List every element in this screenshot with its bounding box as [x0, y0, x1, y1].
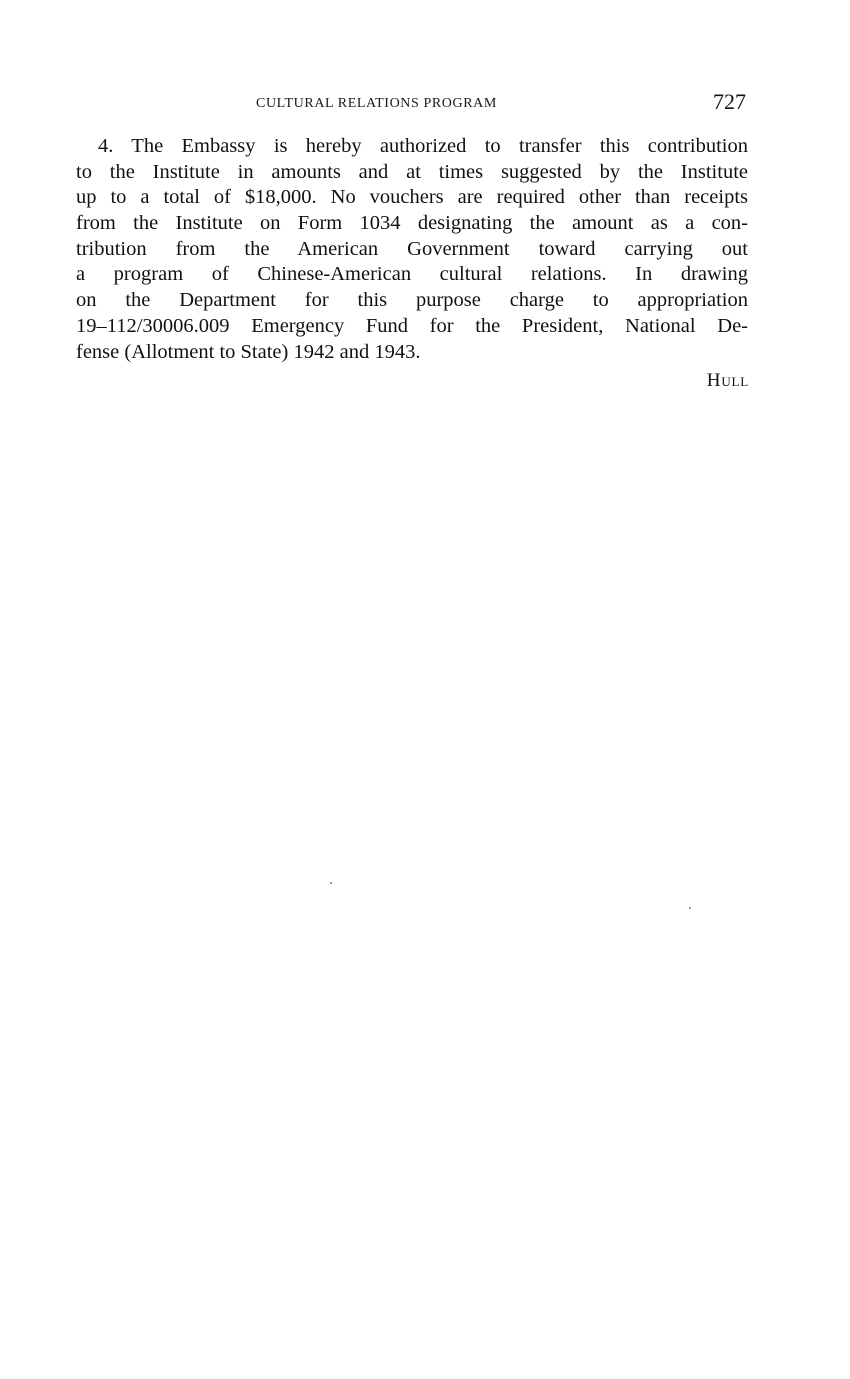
- scan-speck: [689, 907, 691, 909]
- paragraph-line: on the Department for this purpose charge to appropriation: [76, 289, 748, 312]
- paragraph-line: fense (Allotment to State) 1942 and 1943.: [76, 340, 421, 363]
- paragraph-line: 19–112/30006.009 Emergency Fund for the President, National De-: [76, 314, 748, 337]
- running-head-title: CULTURAL RELATIONS PROGRAM: [256, 96, 497, 111]
- body-paragraph: [76, 134, 748, 365]
- paragraph-line: to the Institute in amounts and at times suggested by the Institute: [76, 160, 748, 183]
- paragraph-line: from the Institute on Form 1034 designating the amount as a con-: [76, 212, 748, 235]
- paragraph-line: a program of Chinese-American cultural relations. In drawing: [76, 263, 748, 286]
- paragraph-line: tribution from the American Government toward carrying out: [76, 237, 748, 260]
- paragraph-line: 4. The Embassy is hereby authorized to transfer this contribution: [98, 135, 748, 157]
- scan-speck: [330, 882, 332, 884]
- signature-name: Hull: [706, 370, 749, 391]
- page-number: 727: [713, 89, 746, 114]
- paragraph-line: up to a total of $18,000. No vouchers are required other than receipts: [76, 186, 748, 209]
